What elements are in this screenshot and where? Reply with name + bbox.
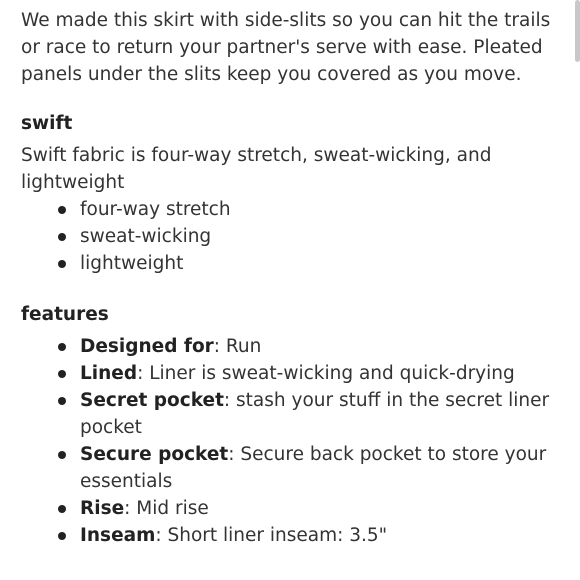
scrollbar[interactable] bbox=[575, 0, 580, 62]
feature-value: : Secure back pocket to store your essentials bbox=[80, 444, 547, 492]
feature-label: Rise bbox=[80, 498, 125, 519]
list-item: four-way stretch bbox=[80, 196, 569, 223]
features-list bbox=[21, 333, 569, 549]
feature-label: Inseam bbox=[80, 525, 156, 546]
feature-value: : Short liner inseam: 3.5" bbox=[155, 525, 388, 546]
feature-item bbox=[80, 360, 569, 387]
product-details bbox=[21, 7, 569, 549]
feature-label: Designed for bbox=[80, 336, 214, 357]
feature-label: Secure pocket bbox=[80, 444, 229, 465]
feature-item bbox=[80, 333, 569, 360]
swift-description: Swift fabric is four-way stretch, sweat-wicking, and lightweight bbox=[21, 145, 492, 193]
product-description: We made this skirt with side-slits so you can hit the trails or race to return your partner's serve with ease. Pleated panels under the slits keep you covered as you move. bbox=[21, 10, 551, 85]
feature-item bbox=[80, 387, 569, 441]
feature-item bbox=[80, 441, 569, 495]
feature-label: Secret pocket bbox=[80, 390, 224, 411]
feature-value: : Mid rise bbox=[124, 498, 209, 519]
list-item: lightweight bbox=[80, 250, 569, 277]
swift-list bbox=[21, 196, 569, 277]
feature-value: : Run bbox=[213, 336, 262, 357]
swift-heading: swift bbox=[21, 113, 73, 134]
feature-value: : Liner is sweat-wicking and quick-drying bbox=[137, 363, 515, 384]
features-heading: features bbox=[21, 304, 109, 325]
list-item: sweat-wicking bbox=[80, 223, 569, 250]
feature-item bbox=[80, 522, 569, 549]
feature-item bbox=[80, 495, 569, 522]
feature-label: Lined bbox=[80, 363, 138, 384]
feature-value: : stash your stuff in the secret liner pocket bbox=[80, 390, 550, 438]
